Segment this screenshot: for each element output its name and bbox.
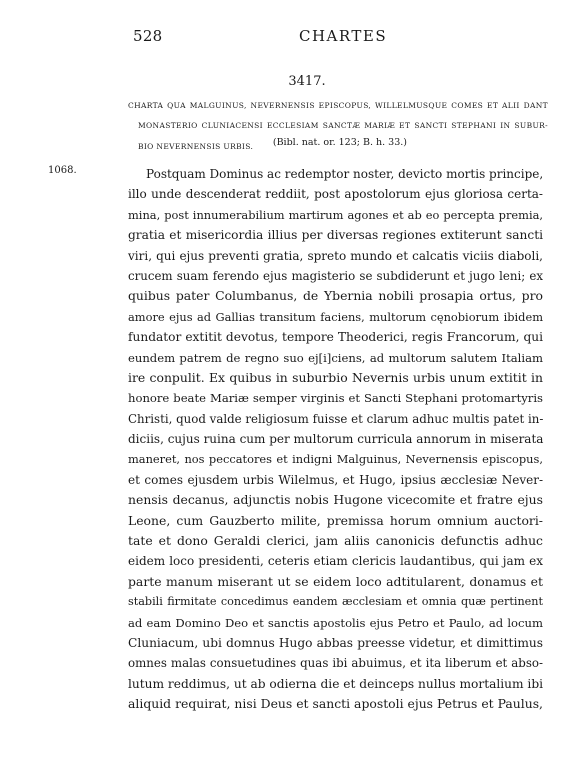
text-line: stabili firmitate concedimus eandem æcclesiam et omnia quæ pertinent <box>128 595 543 609</box>
text-line: omnes malas consuetudines quas ibi abuimus, et ita liberum et abso- <box>128 656 543 671</box>
text-line: fundator extitit devotus, tempore Theoderici, regis Francorum, qui <box>128 330 543 345</box>
text-line: lutum reddimus, ut ab odierna die et deinceps nullus mortalium ibi <box>128 676 544 691</box>
text-line: maneret, nos peccatores et indigni Malguinus, Nevernensis episcopus, <box>128 452 543 467</box>
text-line: tate et dono Geraldi clerici, jam aliis canonicis defunctis adhuc <box>128 533 543 549</box>
page-header <box>0 27 570 47</box>
text-line: ire conpulit. Ex quibus in suburbio Nevernis urbis unum extitit in <box>128 369 543 385</box>
text-line: crucem suam ferendo ejus magisterio se subdiderunt et jugo leni; ex <box>128 268 543 283</box>
charter-number: 3417. <box>288 74 326 89</box>
running-title: CHARTES <box>299 27 388 45</box>
text-line: eidem loco presidenti, ceteris etiam clericis laudantibus, qui jam ex <box>128 554 543 569</box>
rubric-line: BIO NEVERNENSIS URBIS. <box>138 141 254 151</box>
text-line: et comes ejusdem urbis Wilelmus, et Hugo, ipsius æcclesiæ Never- <box>128 472 543 487</box>
text-line: Cluniacum, ubi domnus Hugo abbas preesse videtur, et dimittimus <box>128 635 543 650</box>
text-line: Postquam Dominus ac redemptor noster, devicto mortis principe, <box>146 167 544 181</box>
text-line: Christi, quod valde religiosum fuisse et clarum adhuc multis patet in- <box>128 411 544 426</box>
text-line: gratia et misericordia illius per diversas regiones extiterunt sancti <box>128 228 543 243</box>
text-line: quibus pater Columbanus, de Ybernia nobili prosapia ortus, pro <box>128 288 543 304</box>
text-line: amore ejus ad Gallias transitum faciens, multorum cęnobiorum ibidem <box>128 309 543 324</box>
text-line: ad eam Domino Deo et sanctis apostolis ejus Petro et Paulo, ad locum <box>128 615 543 630</box>
rubric-line: CHARTA QUA MALGUINUS, NEVERNENSIS EPISCOPUS, WILLELMUSQUE COMES ET ALII DANT <box>128 101 548 110</box>
text-line: nensis decanus, adjunctis nobis Hugone vicecomite et fratre ejus <box>128 492 543 508</box>
text-line: illo unde descenderat reddiit, post apostolorum ejus gloriosa certa- <box>128 187 543 202</box>
text-line: diciis, cujus ruina cum per multorum curricula annorum in miserata <box>128 432 544 447</box>
text-line: viri, qui ejus preventi gratia, spreto mundo et calcatis viciis diaboli, <box>128 248 543 263</box>
page-number: 528 <box>133 27 163 45</box>
text-line: parte manum miserant ut se eidem loco adtitularent, donamus et <box>128 573 543 589</box>
rubric-line: MONASTERIO CLUNIACENSI ECCLESIAM SANCTÆ MARIÆ ET SANCTI STEPHANI IN SUBUR- <box>138 121 548 131</box>
text-line: honore beate Mariæ semper virginis et Sancti Stephani protomartyris <box>128 391 543 406</box>
text-line: aliquid requirat, nisi Deus et sancti apostoli ejus Petrus et Paulus, <box>128 696 543 712</box>
charter-text <box>128 164 543 715</box>
margin-year: 1068. <box>48 165 77 176</box>
text-line: mina, post innumerabilium martirum agones et ab eo percepta premia, <box>128 207 543 222</box>
source-reference: (Bibl. nat. or. 123; B. h. 33.) <box>272 137 407 148</box>
text-line: Leone, cum Gauzberto milite, premissa horum omnium auctori- <box>128 512 543 528</box>
text-line: eundem patrem de regno suo ej[i]ciens, ad multorum salutem Italiam <box>128 350 543 365</box>
